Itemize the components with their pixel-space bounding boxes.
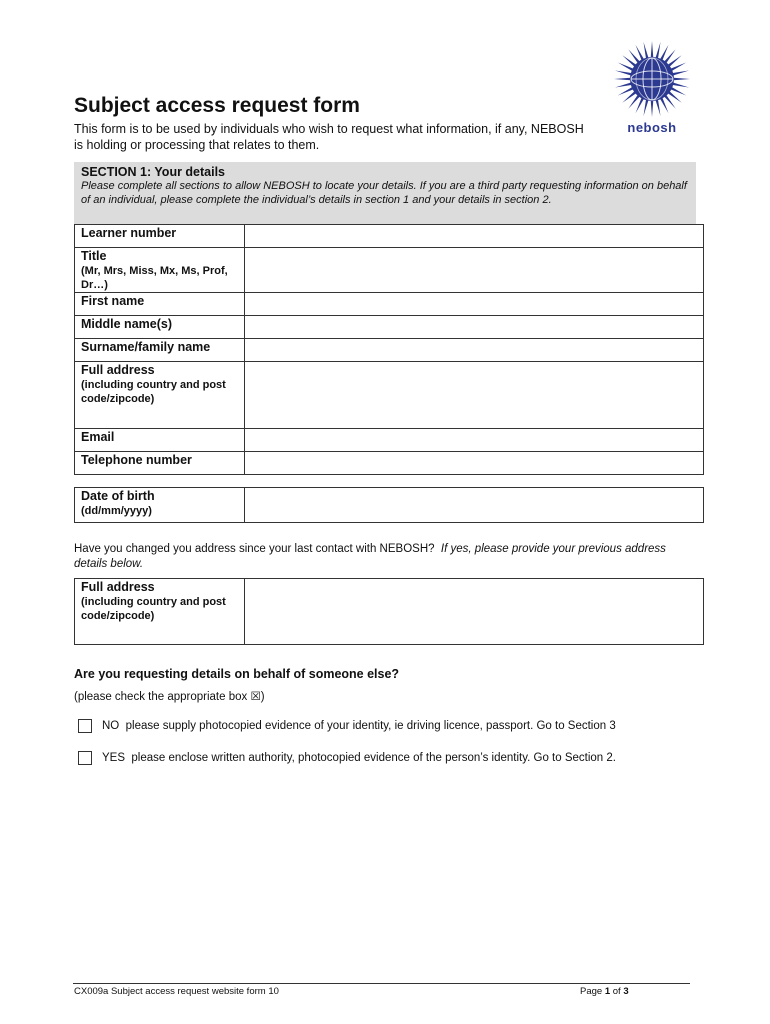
surname-input[interactable] — [245, 339, 704, 362]
no-checkbox[interactable] — [78, 719, 92, 733]
field-label: Full address (including country and post code/zipcode) — [75, 362, 245, 429]
yes-checkbox[interactable] — [78, 751, 92, 765]
footer-page-number: Page 1 of 3 — [580, 986, 629, 997]
table-row — [75, 488, 704, 523]
field-label: Full address (including country and post code/zipcode) — [75, 579, 245, 645]
footer-divider — [73, 983, 690, 984]
page-title: Subject access request form — [74, 94, 360, 117]
nebosh-logo — [612, 37, 692, 135]
details-table — [74, 224, 704, 475]
telephone-input[interactable] — [245, 452, 704, 475]
option-yes-text: please enclose written authority, photocopied evidence of the person’s identity. Go to Section 2. — [131, 752, 616, 765]
table-row — [75, 248, 704, 293]
learner-number-input[interactable] — [245, 225, 704, 248]
section-1-header — [74, 162, 696, 224]
behalf-heading: Are you requesting details on behalf of someone else? — [74, 667, 400, 681]
previous-address-table — [74, 578, 704, 645]
email-input[interactable] — [245, 429, 704, 452]
title-input[interactable] — [245, 248, 704, 293]
field-label: Title (Mr, Mrs, Miss, Mx, Ms, Prof, Dr…) — [75, 248, 245, 293]
section-1-instructions: Please complete all sections to allow NEBOSH to locate your details. If you are a third party requesting information on behalf of an individual, please complete the individual’s details in section 1 and your details in section 2. — [81, 180, 687, 206]
option-no-label: NO — [102, 720, 120, 733]
middle-names-input[interactable] — [245, 316, 704, 339]
dob-table — [74, 487, 704, 523]
table-row — [75, 316, 704, 339]
table-row — [75, 362, 704, 429]
field-label: Surname/family name — [75, 339, 245, 362]
section-1-heading: SECTION 1: Your details — [81, 165, 226, 179]
full-address-input[interactable] — [245, 362, 704, 429]
previous-address-input[interactable] — [245, 579, 704, 645]
field-label: Middle name(s) — [75, 316, 245, 339]
field-label: First name — [75, 293, 245, 316]
logo-wordmark: nebosh — [627, 120, 677, 135]
address-change-question — [74, 542, 674, 572]
table-row — [75, 339, 704, 362]
field-label: Email — [75, 429, 245, 452]
field-label: Telephone number — [75, 452, 245, 475]
table-row — [75, 293, 704, 316]
globe-logo-icon — [612, 37, 692, 117]
field-label: Date of birth (dd/mm/yyyy) — [75, 488, 245, 523]
field-label: Learner number — [75, 225, 245, 248]
option-no — [78, 719, 616, 733]
table-row — [75, 579, 704, 645]
option-no-text: please supply photocopied evidence of your identity, ie driving licence, passport. Go to Section 3 — [125, 720, 616, 733]
table-row — [75, 225, 704, 248]
option-yes-label: YES — [102, 752, 126, 765]
date-of-birth-input[interactable] — [245, 488, 704, 523]
address-change-text: Have you changed you address since your last contact with NEBOSH? — [74, 543, 435, 555]
table-row — [75, 452, 704, 475]
footer-doc-ref: CX009a Subject access request website form 10 — [74, 986, 279, 997]
address-change-note: If yes, please provide your previous address details below. — [74, 543, 666, 570]
table-row — [75, 429, 704, 452]
intro-text: This form is to be used by individuals who wish to request what information, if any, NEBOSH is holding or processing that relates to them. — [74, 122, 584, 152]
behalf-subtext: (please check the appropriate box ☒) — [74, 691, 265, 703]
option-yes — [78, 751, 616, 765]
first-name-input[interactable] — [245, 293, 704, 316]
